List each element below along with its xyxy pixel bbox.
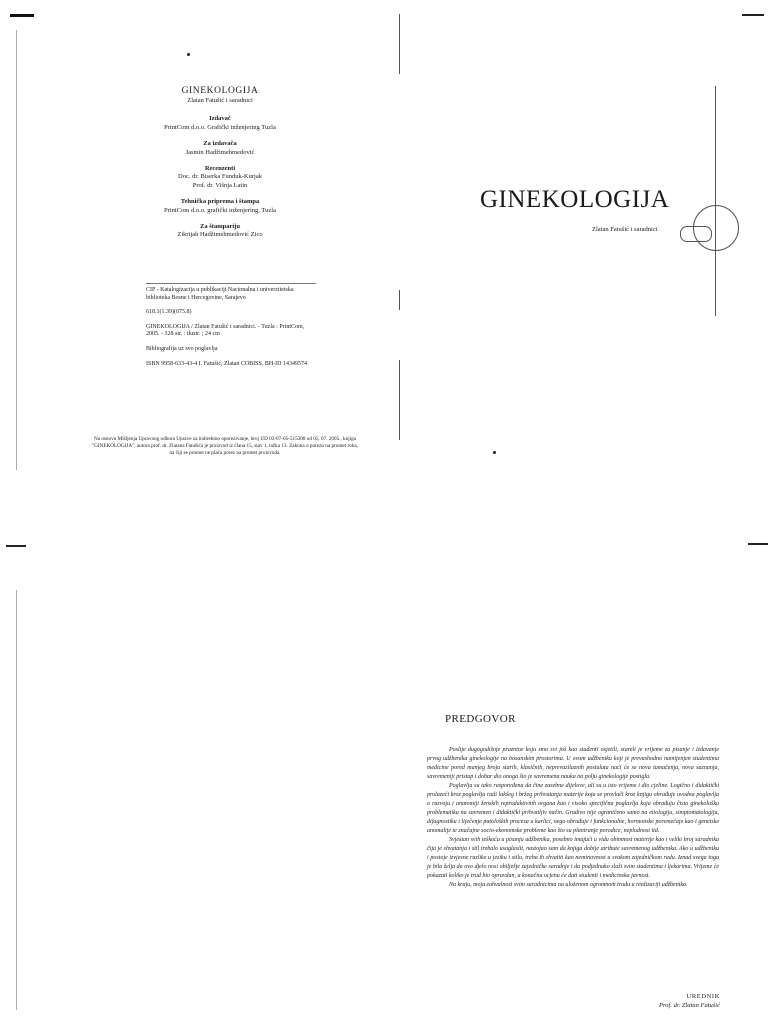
signature-role: UREDNIK — [686, 993, 720, 1000]
imprint-authors: Zlatan Fatušić i saradnici — [187, 97, 253, 104]
imprint-line: Zikrijah Hadžimehmedović Zico — [177, 231, 263, 239]
imprint-heading-printer: Za štampariju — [200, 223, 240, 231]
imprint-heading-publisher: Izdavač — [209, 115, 231, 123]
imprint-heading-reviewers: Recenzenti — [204, 165, 236, 173]
imprint-line: Prof. dr. Višnja Latin — [192, 181, 248, 189]
scan-speck — [493, 451, 496, 454]
fold-line — [399, 360, 400, 440]
fold-line — [399, 290, 400, 310]
imprint-line: PrintCom d.o.o. grafički inženjering, Tuzla — [164, 206, 276, 214]
preface-paragraph: Poslije dugogodišnje praznine koju smo svi još kao studenti osjetili, stareli je vrijeme za pisanje i izdavanje prvog udžbenika ginekologije na bosanskim prostorima. U ovom udžbeniku koji je prevashodno namijenjen studentima medicine pored manjeg broja starih, klasičnih, neprevazilaznih postulata naći će se nova tumačenja, nova saznanja, savremeniji pristup i dobar dio onoga što je savremena nauka na polju ginekologije postigla. — [427, 747, 719, 780]
title-page-title: GINEKOLOGIJA — [480, 186, 670, 213]
preface-signature — [600, 992, 720, 1010]
preface-paragraph: Svjestan svih teškoća u pisanju udžbenika, posebno imajući u vidu obimnost materije kao i veliki broj saradnika čija je shvatanja i stil trebalo usaglasiti, nastojao sam da knjiga dobije atribute savremenog udžbenika. Ako u udžbeniku i postoje izvjesne razlike u jeziku i stilu, treba ih shvatiti kao neminovnost u svakom zajedničkom radu. Iznad svega toga je bila želja da ovo djelo nosi obilježje zajedničke saradnje i da podjednako služi svim studentima i ljekarima. Vrijeme će pokazati koliko je trud bio opravdan, a konačnu ocjenu će dati studenti i medicinska javnost. — [427, 837, 719, 879]
cip-paragraph: 618.1(1.39)(075.8) — [146, 309, 192, 316]
imprint-block — [130, 86, 310, 240]
imprint-heading-for-publisher: Za izdavača — [203, 140, 237, 148]
imprint-line: Doc. dr. Biserka Funduk-Kurjak — [178, 173, 262, 181]
title-page-subtitle: Zlatan Fatušić i saradnici — [592, 226, 658, 233]
scan-edge-mark — [742, 14, 764, 16]
scan-edge-mark — [6, 545, 26, 547]
preface-paragraph: Na kraju, moja zahvalnost svim saradnicima na uloženom ogromnom trudu u realizaciji udžbenika. — [449, 882, 688, 888]
cip-record — [146, 283, 316, 375]
fold-line — [399, 14, 400, 74]
imprint-title: GINEKOLOGIJA — [181, 86, 259, 96]
page-edge-line — [16, 30, 17, 470]
scan-speck — [187, 53, 190, 56]
cip-paragraph: GINEKOLOGIJA / Zlatan Fatušić i saradnici. - Tuzla : PrintCom, 2005. - 328 str. : ilustr. ; 24 cm — [146, 323, 305, 338]
cip-paragraph: ISBN 9958-633-43-4 I. Fatušić, Zlatan COBISS. BH-ID 14349574 — [146, 360, 307, 367]
decorative-rule — [715, 86, 716, 316]
preface-body — [427, 746, 719, 890]
imprint-line: PrintCom d.o.o. Grafički inženjering Tuzla — [164, 123, 276, 131]
cip-divider — [146, 283, 316, 284]
imprint-heading-prepress: Tehnička priprema i štampa — [180, 198, 260, 206]
cip-paragraph: CIP - Katalogizacija u publikaciji Nacionalna i univerzitetska biblioteka Bosne i Hercegovine, Sarajevo — [146, 287, 294, 301]
preface-heading: PREDGOVOR — [445, 713, 516, 725]
decorative-tab — [680, 226, 712, 242]
page-edge-line — [16, 590, 17, 1010]
signature-name: Prof. dr. Zlatan Fatušić — [659, 1002, 720, 1009]
scan-edge-mark — [748, 543, 768, 545]
scan-edge-mark — [10, 14, 34, 17]
preface-paragraph: Poglavlja su tako raspoređena da čine zasebne dijelove, ali su u isto vrijeme i dio cjeline. Logično i didaktički prolazeći kroz poglavlja radi lakšeg i bržeg prihvatanja materije koja se provlači kroz knjigu obrađuje uvodna poglavlja o razvoju i anatomiji ženskih reproduktivnih organa kao i visoko specifična poglavlja koja obrađuju čisto ginekološku problematiku na savremen i didaktički prihvatljiv način. Gradivo nije ograničeno samo na etiologiju, simptomatologiju, dijagnostiku i liječenje patoloških procesa u karlici, nego obrađuje i funkcionalne, hormonske poremećaje kao i genetske anomalije te značajne socio-ekonomske probleme kao što su planiranje porodice, neplodnost itd. — [427, 783, 719, 834]
imprint-line: Jasmin Hadžimehmedović — [185, 148, 255, 156]
legal-note: Na osnovu Mišljenja Upravnog odbora Uprave za indirektno oporezivanje, broj UD 03-07-05-515308 od 05. 07. 2005., knjiga "GINEKOLOGIJA", autora prof. dr. Zlatana Fatušića je proizvod iz člana 15, stav 1, tačka 13. Zakona o porezu na promet roba, na čiji se promet ne plaća porez na promet proizvoda. — [92, 436, 358, 456]
cip-paragraph: Bibliografija uz svo poglavlja — [146, 345, 218, 352]
